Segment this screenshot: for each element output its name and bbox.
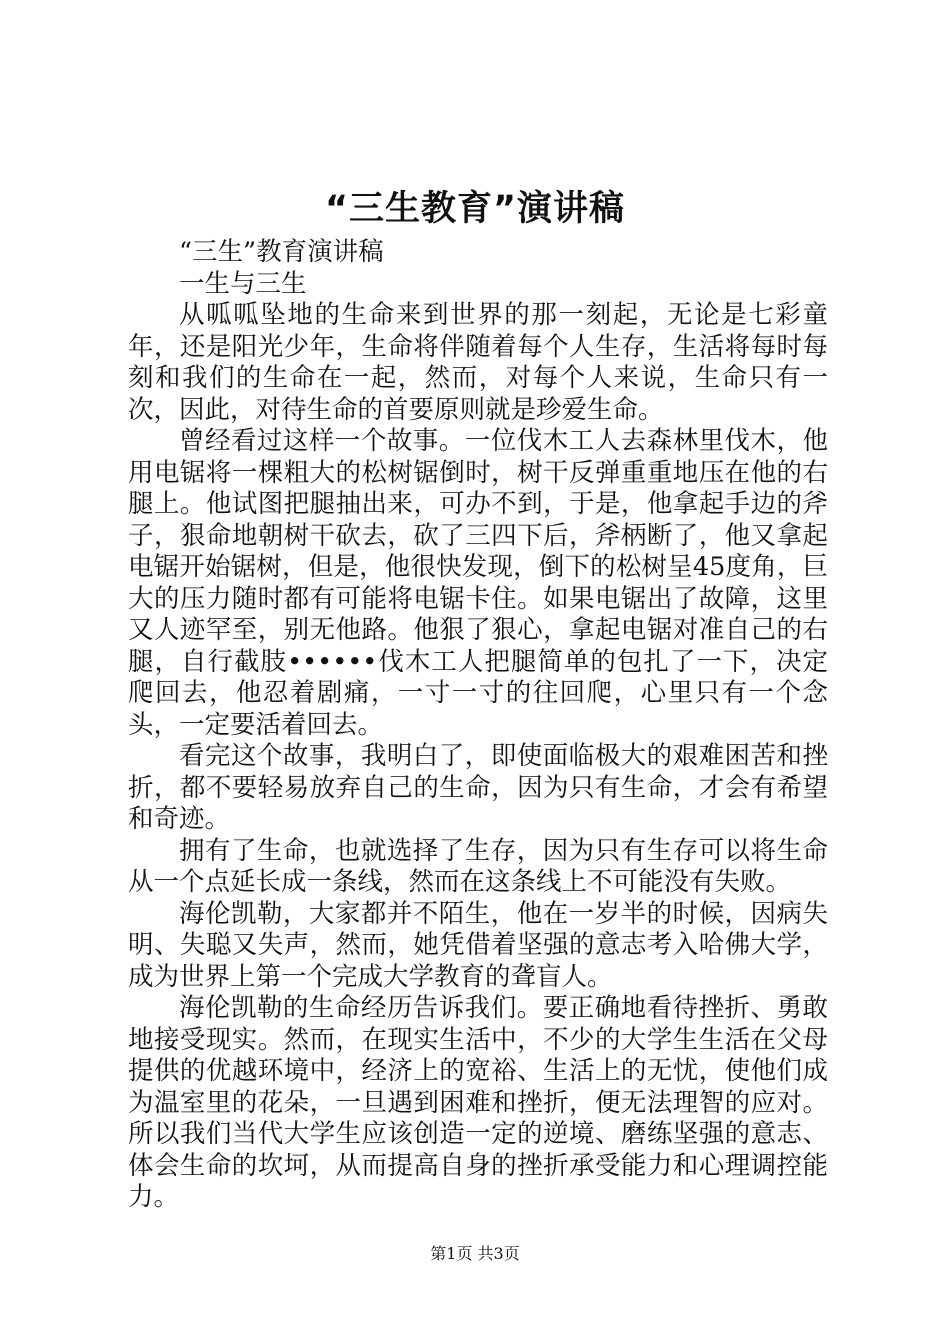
document-body — [128, 237, 828, 1214]
body-paragraph: 海伦凯勒，大家都并不陌生，他在一岁半的时候，因病失明、失聪又失声，然而，她凭借着坚强的意志考入哈佛大学，成为世界上第一个完成大学教育的聋盲人。 — [128, 898, 828, 992]
document-title: “三生教育”演讲稿 — [324, 189, 625, 229]
page-number-footer: 第1页 共3页 — [430, 1244, 520, 1263]
body-paragraph: 从呱呱坠地的生命来到世界的那一刻起，无论是七彩童年，还是阳光少年，生命将伴随着每个人生存，生活将每时每刻和我们的生命在一起，然而，对每个人来说，生命只有一次，因此，对待生命的首要原则就是珍爱生命。 — [128, 300, 828, 425]
section-heading-paragraph: 一生与三生 — [179, 268, 307, 299]
subtitle-paragraph: “三生”教育演讲稿 — [179, 237, 384, 267]
body-paragraph: 拥有了生命，也就选择了生存，因为只有生存可以将生命从一个点延长成一条线，然而在这条线上不可能没有失败。 — [128, 835, 828, 897]
body-paragraph: 曾经看过这样一个故事。一位伐木工人去森林里伐木，他用电锯将一棵粗大的松树锯倒时，树干反弹重重地压在他的右腿上。他试图把腿抽出来，可办不到，于是，他拿起手边的斧子，狠命地朝树干砍去，砍了三四下后，斧柄断了，他又拿起电锯开始锯树，但是，他很快发现，倒下的松树呈45度角，巨大的压力随时都有可能将电锯卡住。如果电锯出了故障，这里又人迹罕至，别无他路。他狠了狠心，拿起电锯对准自己的右腿，自行截肢••••••伐木工人把腿简单的包扎了一下，决定爬回去，他忍着剧痛，一寸一寸的往回爬，心里只有一个念头，一定要活着回去。 — [128, 426, 828, 740]
body-paragraph: 看完这个故事，我明白了，即使面临极大的艰难困苦和挫折，都不要轻易放弃自己的生命，因为只有生命，才会有希望和奇迹。 — [128, 741, 828, 834]
body-paragraph: 海伦凯勒的生命经历告诉我们。要正确地看待挫折、勇敢地接受现实。然而，在现实生活中，不少的大学生生活在父母提供的优越环境中，经济上的宽裕、生活上的无忧，使他们成为温室里的花朵，一旦遇到困难和挫折，便无法理智的应对。所以我们当代大学生应该创造一定的逆境、磨练坚强的意志、体会生命的坎坷，从而提高自身的挫折承受能力和心理调控能力。 — [128, 993, 828, 1212]
